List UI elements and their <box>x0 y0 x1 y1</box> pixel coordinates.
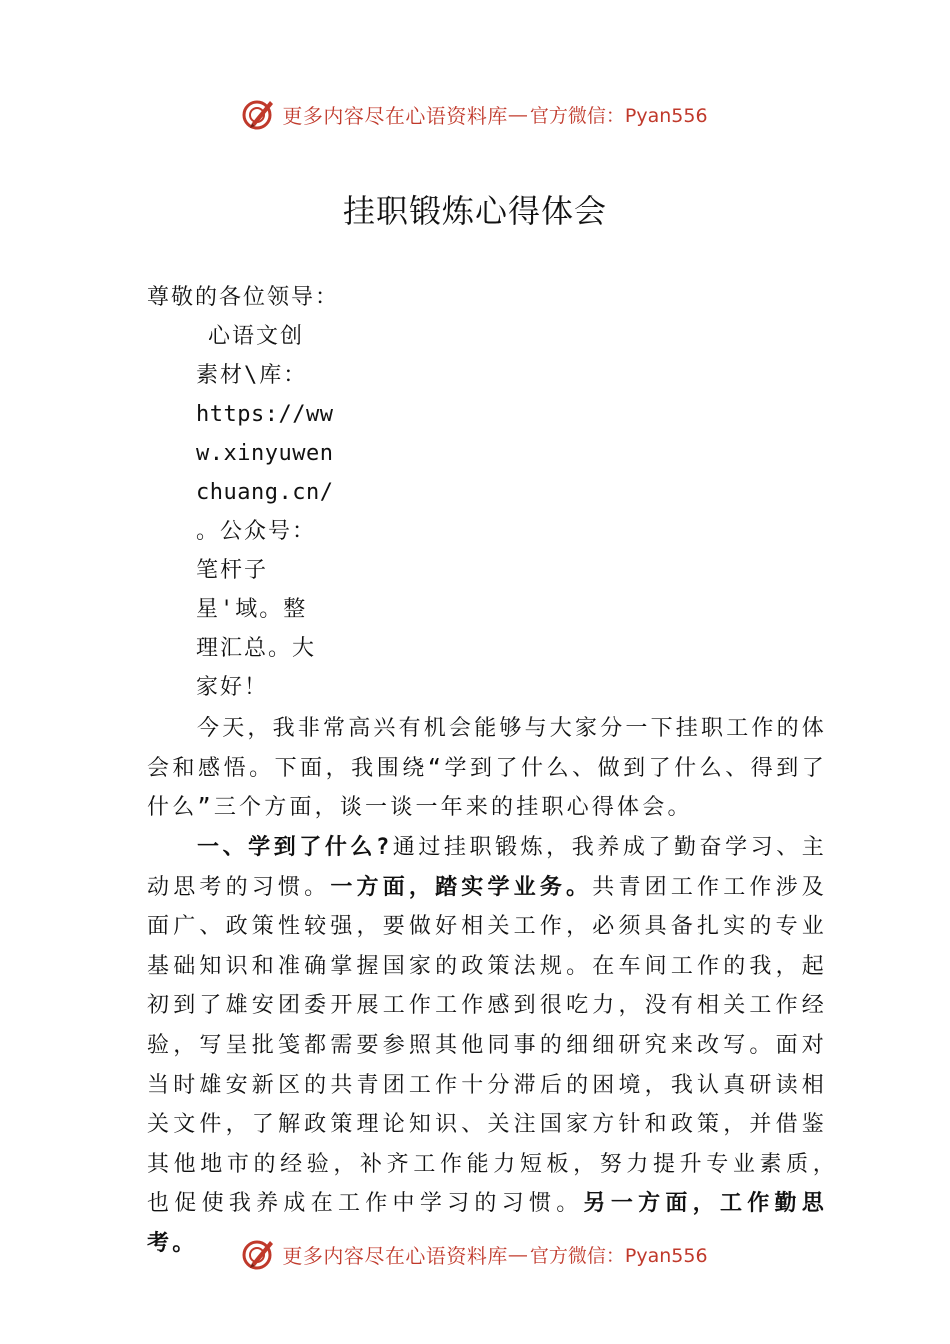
insert-line: 素材\库： <box>196 363 308 388</box>
insert-line: 笔杆子 <box>196 558 269 583</box>
banner-separator: — <box>507 1242 528 1266</box>
insert-line: w.xinyuwen <box>196 441 334 466</box>
section-one-paragraph <box>147 828 853 1264</box>
footer-banner <box>0 1234 950 1274</box>
insert-line: 家好！ <box>196 675 269 700</box>
intro-paragraph: 今天，我非常高兴有机会能够与大家分一下挂职工作的体会和感悟。下面，我围绕“学到了什么、做到了什么、得到了什么”三个方面，谈一谈一年来的挂职心得体会。 <box>147 716 828 821</box>
section-one-text: 通过挂职锻炼，我养成了勤奋学习、主动思考的习惯。 <box>147 835 827 900</box>
section-one-heading: 一、学到了什么? <box>197 835 393 860</box>
section-one-body: 共青团工作工作涉及面广、政策性较强，要做好相关工作，必须具备扎实的专业基础知识和准确掌握国家的政策法规。在车间工作的我，起初到了雄安团委开展工作工作感到很吃力，没有相关工作经验，写呈批笺都需要参照其他同事的细细研究来改写。面对当时雄安新区的共青团工作十分滞后的困境，我认真研读相关文件，了解政策理论知识、关注国家方针和政策，并借鉴其他地市的经验，补齐工作能力短板，努力提升专业素质， 也促使我养成在工作中学习的习惯。 <box>147 874 853 1217</box>
insert-line: 星'域。整 <box>196 597 308 622</box>
banner-wechat: 官方微信：Pyan556 <box>529 104 708 127</box>
salutation: 尊敬的各位领导： <box>147 285 340 310</box>
insert-line: 理汇总。大 <box>196 636 317 661</box>
insert-line: 心语文创 <box>208 324 305 349</box>
document-title: 挂职锻炼心得体会 <box>342 192 607 230</box>
pen-logo-icon <box>242 97 276 131</box>
banner-text: 更多内容尽在心语资料库 <box>282 103 508 128</box>
banner-wechat: 官方微信：Pyan556 <box>529 1244 708 1267</box>
insert-line: chuang.cn/ <box>196 480 334 505</box>
insert-line: https://ww <box>196 402 334 427</box>
banner-separator: — <box>507 102 528 126</box>
insert-line: 。公众号： <box>196 519 317 544</box>
subheading-study: 一方面，踏实学业务。 <box>330 874 593 900</box>
subheading-think: 另一方面，工作勤思考。 <box>147 1191 827 1256</box>
header-banner <box>0 94 950 134</box>
pen-logo-icon <box>242 1237 276 1271</box>
banner-text: 更多内容尽在心语资料库 <box>282 1243 508 1268</box>
